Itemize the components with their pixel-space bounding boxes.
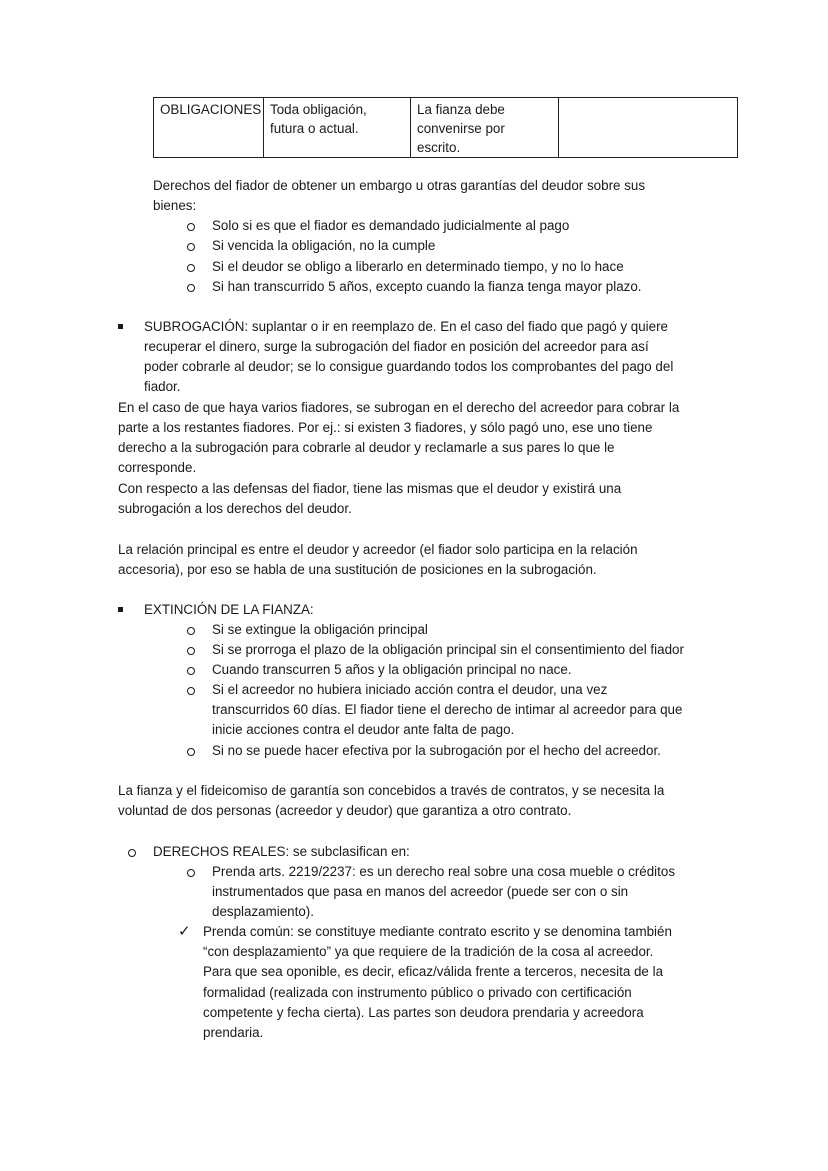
paragraph-line: Derechos del fiador de obtener un embargo u otras garantías del deudor sobre sus	[153, 178, 646, 193]
paragraph-line: corresponde.	[118, 460, 197, 475]
paragraph-line: subrogación a los derechos del deudor.	[118, 501, 352, 516]
circle-bullet-icon	[187, 869, 195, 877]
paragraph-line: fiador.	[144, 379, 181, 394]
paragraph-line: bienes:	[153, 198, 197, 213]
circle-bullet-icon	[187, 687, 195, 695]
list-item: Prenda común: se constituye mediante contrato escrito y se denomina también	[203, 924, 672, 939]
list-item: transcurridos 60 días. El fiador tiene el derecho de intimar al acreedor para que	[212, 702, 683, 717]
list-item: Si el acreedor no hubiera iniciado acción contra el deudor, una vez	[212, 682, 608, 697]
table-cell: La fianza debe convenirse por escrito.	[411, 98, 559, 158]
table-row	[154, 98, 738, 158]
circle-bullet-icon	[187, 627, 195, 635]
section-title: EXTINCIÓN DE LA FIANZA:	[144, 602, 314, 617]
list-item: Si no se puede hacer efectiva por la subrogación por el hecho del acreedor.	[212, 743, 661, 758]
list-item: “con desplazamiento” ya que requiere de la tradición de la cosa al acreedor.	[203, 944, 654, 959]
list-item: prendaria.	[203, 1025, 264, 1040]
table-cell: OBLIGACIONES	[154, 98, 264, 158]
circle-bullet-icon	[187, 223, 195, 231]
circle-bullet-icon	[187, 647, 195, 655]
list-item: formalidad (realizada con instrumento público o privado con certificación	[203, 985, 632, 1000]
paragraph-line: accesoria), por eso se habla de una sustitución de posiciones en la subrogación.	[118, 562, 597, 577]
list-item: Si vencida la obligación, no la cumple	[212, 238, 436, 253]
circle-bullet-icon	[187, 748, 195, 756]
list-item: Si se extingue la obligación principal	[212, 622, 428, 637]
list-item: Solo si es que el fiador es demandado judicialmente al pago	[212, 218, 570, 233]
checkmark-icon: ✓	[178, 923, 191, 940]
paragraph-line: recuperar el dinero, surge la subrogación del fiador en posición del acreedor para así	[144, 339, 649, 354]
section-title: DERECHOS REALES: se subclasifican en:	[153, 844, 410, 859]
paragraph-line: Con respecto a las defensas del fiador, tiene las mismas que el deudor y existirá una	[118, 481, 622, 496]
list-item: instrumentados que pasa en manos del acreedor (puede ser con o sin	[212, 884, 629, 899]
paragraph-line: derecho a la subrogación para cobrarle al deudor y reclamarle a sus pares lo que le	[118, 440, 615, 455]
table-cell: Toda obligación, futura o actual.	[264, 98, 411, 158]
table-cell	[559, 98, 738, 158]
list-item: Si se prorroga el plazo de la obligación principal sin el consentimiento del fiador	[212, 642, 684, 657]
list-item: Para que sea oponible, es decir, eficaz/válida frente a terceros, necesita de la	[203, 964, 664, 979]
paragraph-line: poder cobrarle al deudor; se lo consigue guardando todos los comprobantes del pago del	[144, 359, 674, 374]
paragraph-line: SUBROGACIÓN: suplantar o ir en reemplazo de. En el caso del fiado que pagó y quiere	[144, 319, 669, 334]
list-item: desplazamiento).	[212, 904, 314, 919]
paragraph-line: La relación principal es entre el deudor y acreedor (el fiador solo participa en la relación	[118, 542, 638, 557]
obligaciones-table	[153, 97, 738, 158]
circle-bullet-icon	[187, 264, 195, 272]
circle-bullet-icon	[187, 667, 195, 675]
list-item: competente y fecha cierta). Las partes son deudora prendaria y acreedora	[203, 1005, 644, 1020]
paragraph-line: voluntad de dos personas (acreedor y deudor) que garantiza a otro contrato.	[118, 803, 572, 818]
paragraph-line: La fianza y el fideicomiso de garantía son concebidos a través de contratos, y se necesita la	[118, 783, 665, 798]
paragraph-line: En el caso de que haya varios fiadores, se subrogan en el derecho del acreedor para cobrar la	[118, 400, 680, 415]
list-item: Si el deudor se obligo a liberarlo en determinado tiempo, y no lo hace	[212, 259, 624, 274]
list-item: inicie acciones contra el deudor ante falta de pago.	[212, 722, 515, 737]
list-item: Si han transcurrido 5 años, excepto cuando la fianza tenga mayor plazo.	[212, 279, 642, 294]
square-bullet-icon	[118, 607, 123, 612]
square-bullet-icon	[118, 324, 123, 329]
circle-bullet-icon	[187, 284, 195, 292]
list-item: Cuando transcurren 5 años y la obligación principal no nace.	[212, 662, 572, 677]
paragraph-line: parte a los restantes fiadores. Por ej.: si existen 3 fiadores, y sólo pagó uno, ese uno tiene	[118, 420, 653, 435]
circle-bullet-icon	[128, 849, 136, 857]
list-item: Prenda arts. 2219/2237: es un derecho real sobre una cosa mueble o créditos	[212, 864, 676, 879]
circle-bullet-icon	[187, 243, 195, 251]
